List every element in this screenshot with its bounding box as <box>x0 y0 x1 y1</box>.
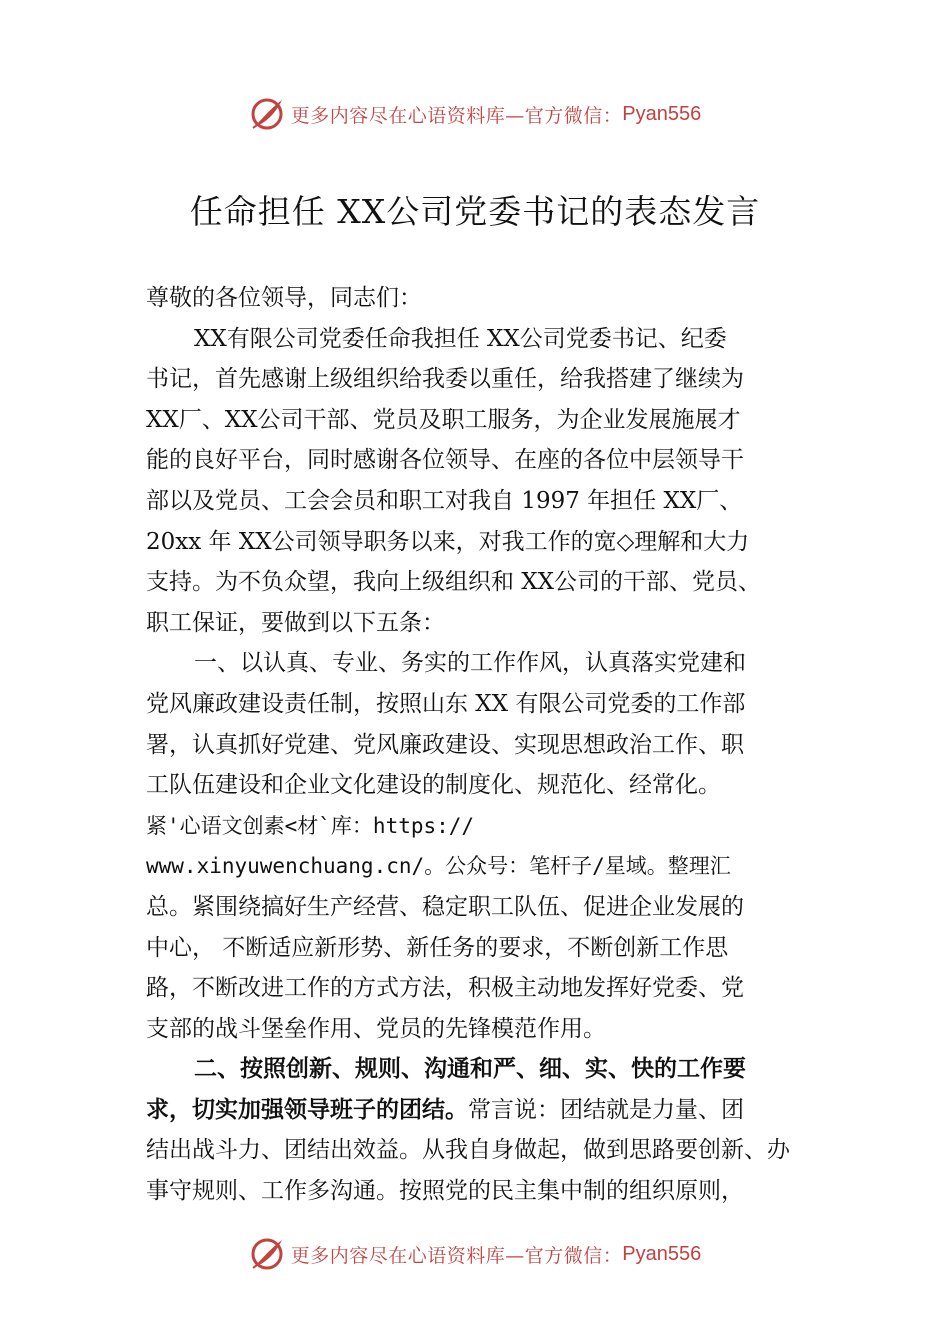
salutation: 尊敬的各位领导，同志们： <box>146 285 422 311</box>
paragraph-line: 支部的战斗堡垒作用、党员的先锋模范作用。 <box>146 1015 606 1042</box>
paragraph-line: 20xx 年 XX公司领导职务以来，对我工作的宽◇理解和大力 <box>146 528 750 555</box>
paragraph-line <box>146 1090 822 1131</box>
quill-logo-icon <box>249 96 285 132</box>
paragraph-line: 党风廉政建设责任制，按照山东 XX 有限公司党委的工作部 <box>146 690 746 717</box>
paragraph-line: 部以及党员、工会会员和职工对我自 1997 年担任 XX厂、 <box>146 487 743 514</box>
paragraph-line: 总。紧围绕搞好生产经营、稳定职工队伍、促进企业发展的 <box>146 893 744 920</box>
watermark-text: 更多内容尽在心语资料库—官方微信： <box>290 104 623 127</box>
paragraph-line: 书记，首先感谢上级组织给我委以重任，给我搭建了继续为 <box>146 366 744 393</box>
watermark-wechat-id: Pyan556 <box>622 102 702 125</box>
paragraph-line: 事守规则、工作多沟通。按照党的民主集中制的组织原则， <box>146 1178 744 1205</box>
paragraph-line: 中心， 不断适应新形势、新任务的要求，不断创新工作思 <box>146 934 729 961</box>
page-title: 任命担任 XX公司党委书记的表态发言 <box>189 192 761 231</box>
paragraph-line: XX厂、XX公司干部、党员及职工服务，为企业发展施展才 <box>146 406 741 433</box>
paragraph-line: 能的良好平台，同时感谢各位领导、在座的各位中层领导干 <box>146 447 744 474</box>
quill-logo-icon <box>249 1236 285 1272</box>
paragraph-line: 支持。为不负众望，我向上级组织和 XX公司的干部、党员、 <box>146 569 762 596</box>
paragraph-line: 职工保证，要做到以下五条： <box>146 609 445 636</box>
section-heading-end: 求，切实加强领导班子的团结。 <box>146 1096 468 1123</box>
paragraph-line: 一、以认真、专业、务实的工作作风，认真落实党建和 <box>194 650 746 677</box>
footer-watermark <box>0 1232 950 1276</box>
section-heading-line: 二、按照创新、规则、沟通和严、细、实、快的工作要 <box>194 1056 746 1083</box>
document-body <box>146 278 822 1212</box>
paragraph-line: 紧'心语文创素<材`库：https:// <box>146 813 475 838</box>
paragraph-line: 工队伍建设和企业文化建设的制度化、规范化、经常化。 <box>146 772 721 799</box>
watermark-wechat-id: Pyan556 <box>622 1242 702 1265</box>
paragraph-line: www.xinyuwenchuang.cn/。公众号：笔杆子/星域。整理汇 <box>146 854 731 879</box>
paragraph-line: XX有限公司党委任命我担任 XX公司党委书记、纪委 <box>194 325 727 352</box>
header-watermark <box>0 92 950 136</box>
paragraph-line: 结出战斗力、团结出效益。从我自身做起，做到思路要创新、办 <box>146 1137 790 1164</box>
watermark-text: 更多内容尽在心语资料库—官方微信： <box>290 1244 623 1267</box>
paragraph-text: 常言说：团结就是力量、团 <box>468 1096 744 1123</box>
paragraph-line: 路，不断改进工作的方式方法，积极主动地发挥好党委、党 <box>146 975 744 1002</box>
paragraph-line: 署，认真抓好党建、党风廉政建设、实现思想政治工作、职 <box>146 731 744 758</box>
